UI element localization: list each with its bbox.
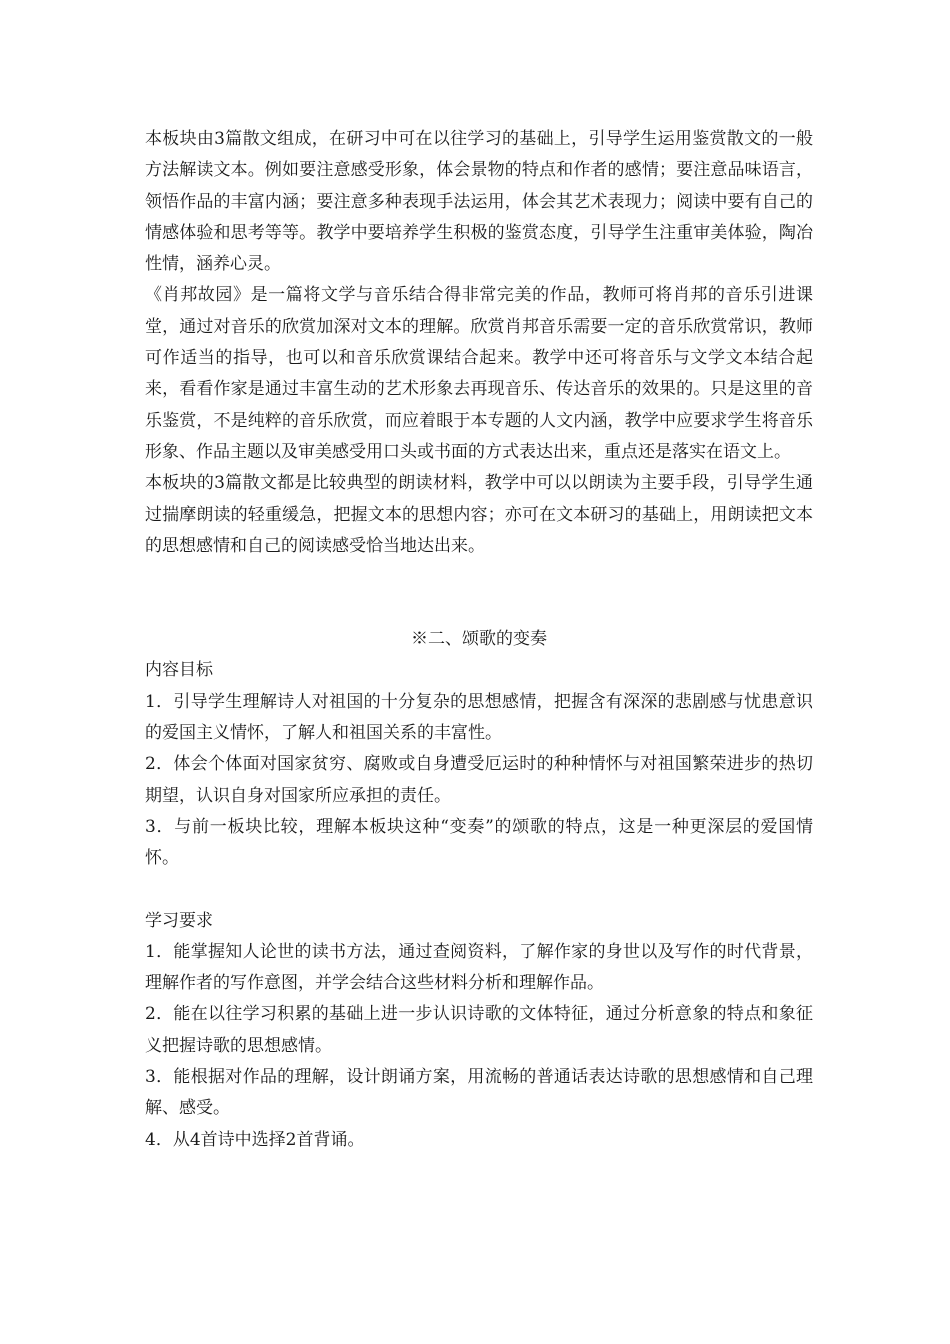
list-item: 2．体会个体面对国家贫穷、腐败或自身遭受厄运时的种种情怀与对祖国繁荣进步的热切期望，认识自身对国家所应承担的责任。 xyxy=(145,754,813,806)
list-item: 1．能掌握知人论世的读书方法，通过查阅资料，了解作家的身世以及写作的时代背景，理解作者的写作意图，并学会结合这些材料分析和理解作品。 xyxy=(145,941,813,994)
section-title: ※二、颂歌的变奏 xyxy=(411,629,547,650)
list-item: 3．与前一板块比较，理解本板块这种“变奏”的颂歌的特点，这是一种更深层的爱国情怀。 xyxy=(145,816,813,869)
subsection-heading: 学习要求 xyxy=(145,910,213,931)
body-paragraph: 《肖邦故园》是一篇将文学与音乐结合得非常完美的作品，教师可将肖邦的音乐引进课堂，通过对音乐的欣赏加深对文本的理解。欣赏肖邦音乐需要一定的音乐欣赏常识，教师可作适当的指导，也可以和音乐欣赏课结合起来。教学中还可将音乐与文学文本结合起来，看看作家是通过丰富生动的艺术形象去再现音乐、传达音乐的效果的。只是这里的音乐鉴赏，不是纯粹的音乐欣赏，而应着眼于本专题的人文内涵，教学中应要求学生将音乐形象、作品主题以及审美感受用口头或书面的方式表达出来，重点还是落实在语文上。 xyxy=(145,285,813,462)
list-item: 2．能在以往学习积累的基础上进一步认识诗歌的文体特征，通过分析意象的特点和象征义把握诗歌的思想感情。 xyxy=(145,1004,813,1056)
body-paragraph: 本板块由3篇散文组成，在研习中可在以往学习的基础上，引导学生运用鉴赏散文的一般方法解读文本。例如要注意感受形象，体会景物的特点和作者的感情；要注意品味语言，领悟作品的丰富内涵；要注意多种表现手法运用，体会其艺术表现力；阅读中要有自己的情感体验和思考等等。教学中要培养学生积极的鉴赏态度，引导学生注重审美体验，陶冶性情，涵养心灵。 xyxy=(145,129,813,275)
list-item: 4．从4首诗中选择2首背诵。 xyxy=(145,1129,365,1150)
list-item: 3．能根据对作品的理解，设计朗诵方案，用流畅的普通话表达诗歌的思想感情和自己理解、感受。 xyxy=(145,1067,813,1119)
document-body xyxy=(145,124,813,1156)
spacer xyxy=(145,562,813,624)
spacer xyxy=(145,875,813,906)
subsection-heading: 内容目标 xyxy=(145,660,213,681)
list-item: 1．引导学生理解诗人对祖国的十分复杂的思想感情，把握含有深深的悲剧感与忧患意识的爱国主义情怀，了解人和祖国关系的丰富性。 xyxy=(145,691,813,744)
body-paragraph: 本板块的3篇散文都是比较典型的朗读材料，教学中可以以朗读为主要手段，引导学生通过揣摩朗读的轻重缓急，把握文本的思想内容；亦可在文本研习的基础上，用朗读把文本的思想感情和自己的阅读感受恰当地达出来。 xyxy=(145,473,813,556)
